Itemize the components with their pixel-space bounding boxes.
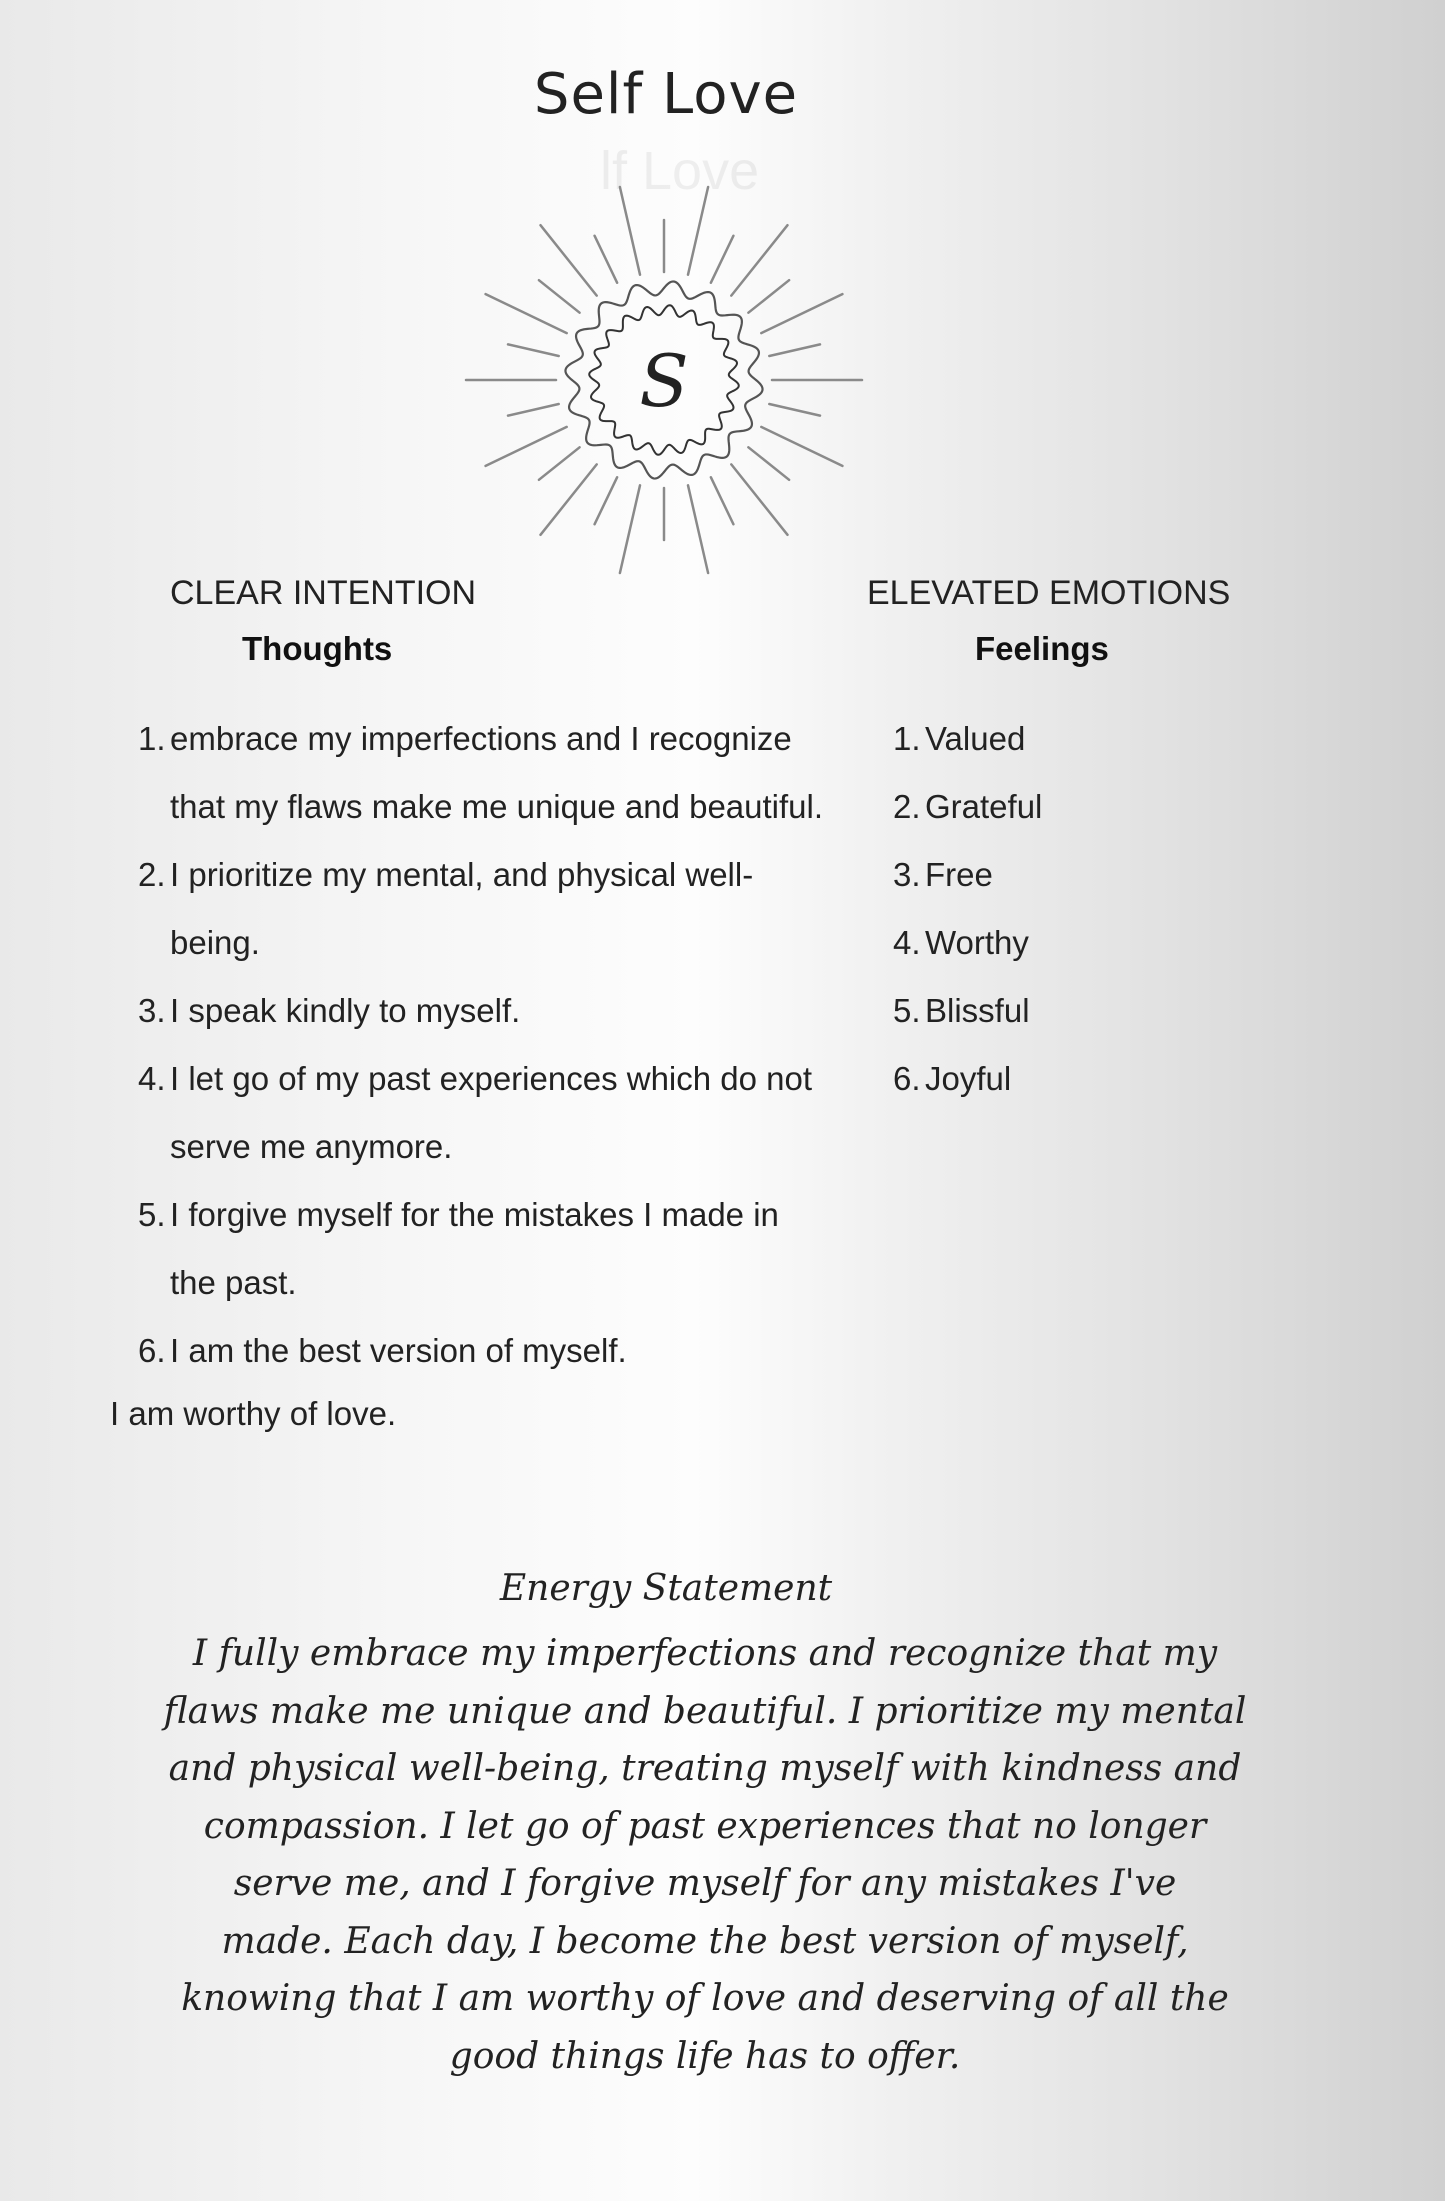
emblem-ray: [711, 236, 734, 283]
emblem-ray: [688, 187, 708, 275]
feeling-item: [893, 1060, 1011, 1098]
energy-statement-title: Energy Statement: [499, 1568, 833, 1609]
ghost-title-echo: lf Love: [600, 141, 760, 201]
sunburst-emblem-icon: [464, 180, 864, 580]
emblem-ray: [486, 427, 567, 466]
thought-item-text: that my flaws make me unique and beautiful.: [170, 788, 824, 825]
energy-statement-line: and physical well-being, treating myself with kindness and: [168, 1748, 1242, 1789]
thought-item-number: 5.: [138, 1196, 166, 1233]
thought-item-text: being.: [170, 924, 260, 961]
thought-item-text: I speak kindly to myself.: [170, 992, 521, 1029]
emblem-ray: [620, 485, 640, 573]
thought-item-text: I let go of my past experiences which do not: [170, 1060, 813, 1097]
feeling-item-label: Grateful: [925, 788, 1043, 825]
thought-item-number: 6.: [138, 1332, 166, 1369]
feelings-subheading: Feelings: [975, 630, 1109, 667]
emblem-ray: [541, 464, 597, 534]
thought-item-text: serve me anymore.: [170, 1128, 453, 1165]
feeling-item-label: Blissful: [925, 992, 1030, 1029]
thought-item-text: I prioritize my mental, and physical well-: [170, 856, 754, 893]
feeling-item: [893, 992, 1030, 1030]
emblem-ray: [508, 404, 559, 416]
feeling-item-label: Free: [925, 856, 993, 893]
energy-statement-line: flaws make me unique and beautiful. I prioritize my mental: [163, 1690, 1247, 1732]
emblem-ray: [539, 447, 580, 480]
emblem-ray: [761, 427, 842, 466]
emblem-ray: [539, 280, 580, 313]
thought-item-number: 3.: [138, 992, 166, 1029]
energy-statement-line: I fully embrace my imperfections and recognize that my: [192, 1633, 1218, 1674]
feeling-item: [893, 788, 1042, 826]
emblem-ray: [761, 294, 842, 333]
emblem-ray: [620, 187, 640, 275]
thought-item-text: I am the best version of myself.: [170, 1332, 627, 1369]
feeling-item: [893, 856, 993, 894]
energy-statement-line: serve me, and I forgive myself for any mistakes I've: [233, 1863, 1177, 1904]
emblem-ray: [748, 280, 789, 313]
emblem-ray: [731, 464, 787, 534]
energy-statement-line: compassion. I let go of past experiences that no longer: [203, 1805, 1207, 1847]
thoughts-heading: CLEAR INTENTION: [170, 574, 477, 612]
feeling-item-label: Valued: [925, 720, 1026, 757]
energy-statement-body: [110, 1625, 1300, 2085]
thought-item-text: I forgive myself for the mistakes I made in: [170, 1196, 779, 1233]
emblem-ray: [711, 477, 734, 524]
feeling-item-number: 1.: [893, 720, 921, 757]
feeling-item-number: 4.: [893, 924, 921, 961]
emblem-letter: S: [639, 339, 689, 423]
feeling-item-number: 2.: [893, 788, 921, 825]
emblem-ray: [688, 485, 708, 573]
page-title: Self Love: [533, 62, 799, 127]
emblem-ray: [595, 236, 618, 283]
emblem-ray: [769, 404, 820, 416]
emblem-ray: [595, 477, 618, 524]
feeling-item-label: Joyful: [925, 1060, 1012, 1097]
emblem-ray: [769, 344, 820, 356]
closing-affirmation: I am worthy of love.: [110, 1395, 397, 1432]
energy-statement-line: knowing that I am worthy of love and deserving of all the: [181, 1978, 1229, 2019]
feeling-item-label: Worthy: [925, 924, 1029, 961]
thought-item-number: 2.: [138, 856, 166, 893]
energy-statement-line: good things life has to offer.: [449, 2035, 961, 2077]
thought-item-text: embrace my imperfections and I recognize: [170, 720, 792, 757]
feeling-item: [893, 720, 1025, 758]
emblem-ray: [731, 225, 787, 295]
feeling-item-number: 3.: [893, 856, 921, 893]
emblem-ray: [541, 225, 597, 295]
feeling-item: [893, 924, 1029, 962]
thought-item-number: 1.: [138, 720, 166, 757]
thoughts-subheading: Thoughts: [242, 630, 393, 667]
emblem-ray: [508, 344, 559, 356]
emblem-ray: [486, 294, 567, 333]
feeling-item-number: 5.: [893, 992, 921, 1029]
emblem-ray: [748, 447, 789, 480]
thought-item-number: 4.: [138, 1060, 166, 1097]
feeling-item-number: 6.: [893, 1060, 921, 1097]
thought-item-text: the past.: [170, 1264, 297, 1301]
energy-statement-line: made. Each day, I become the best version of myself,: [221, 1920, 1189, 1962]
feelings-heading: ELEVATED EMOTIONS: [867, 574, 1231, 612]
